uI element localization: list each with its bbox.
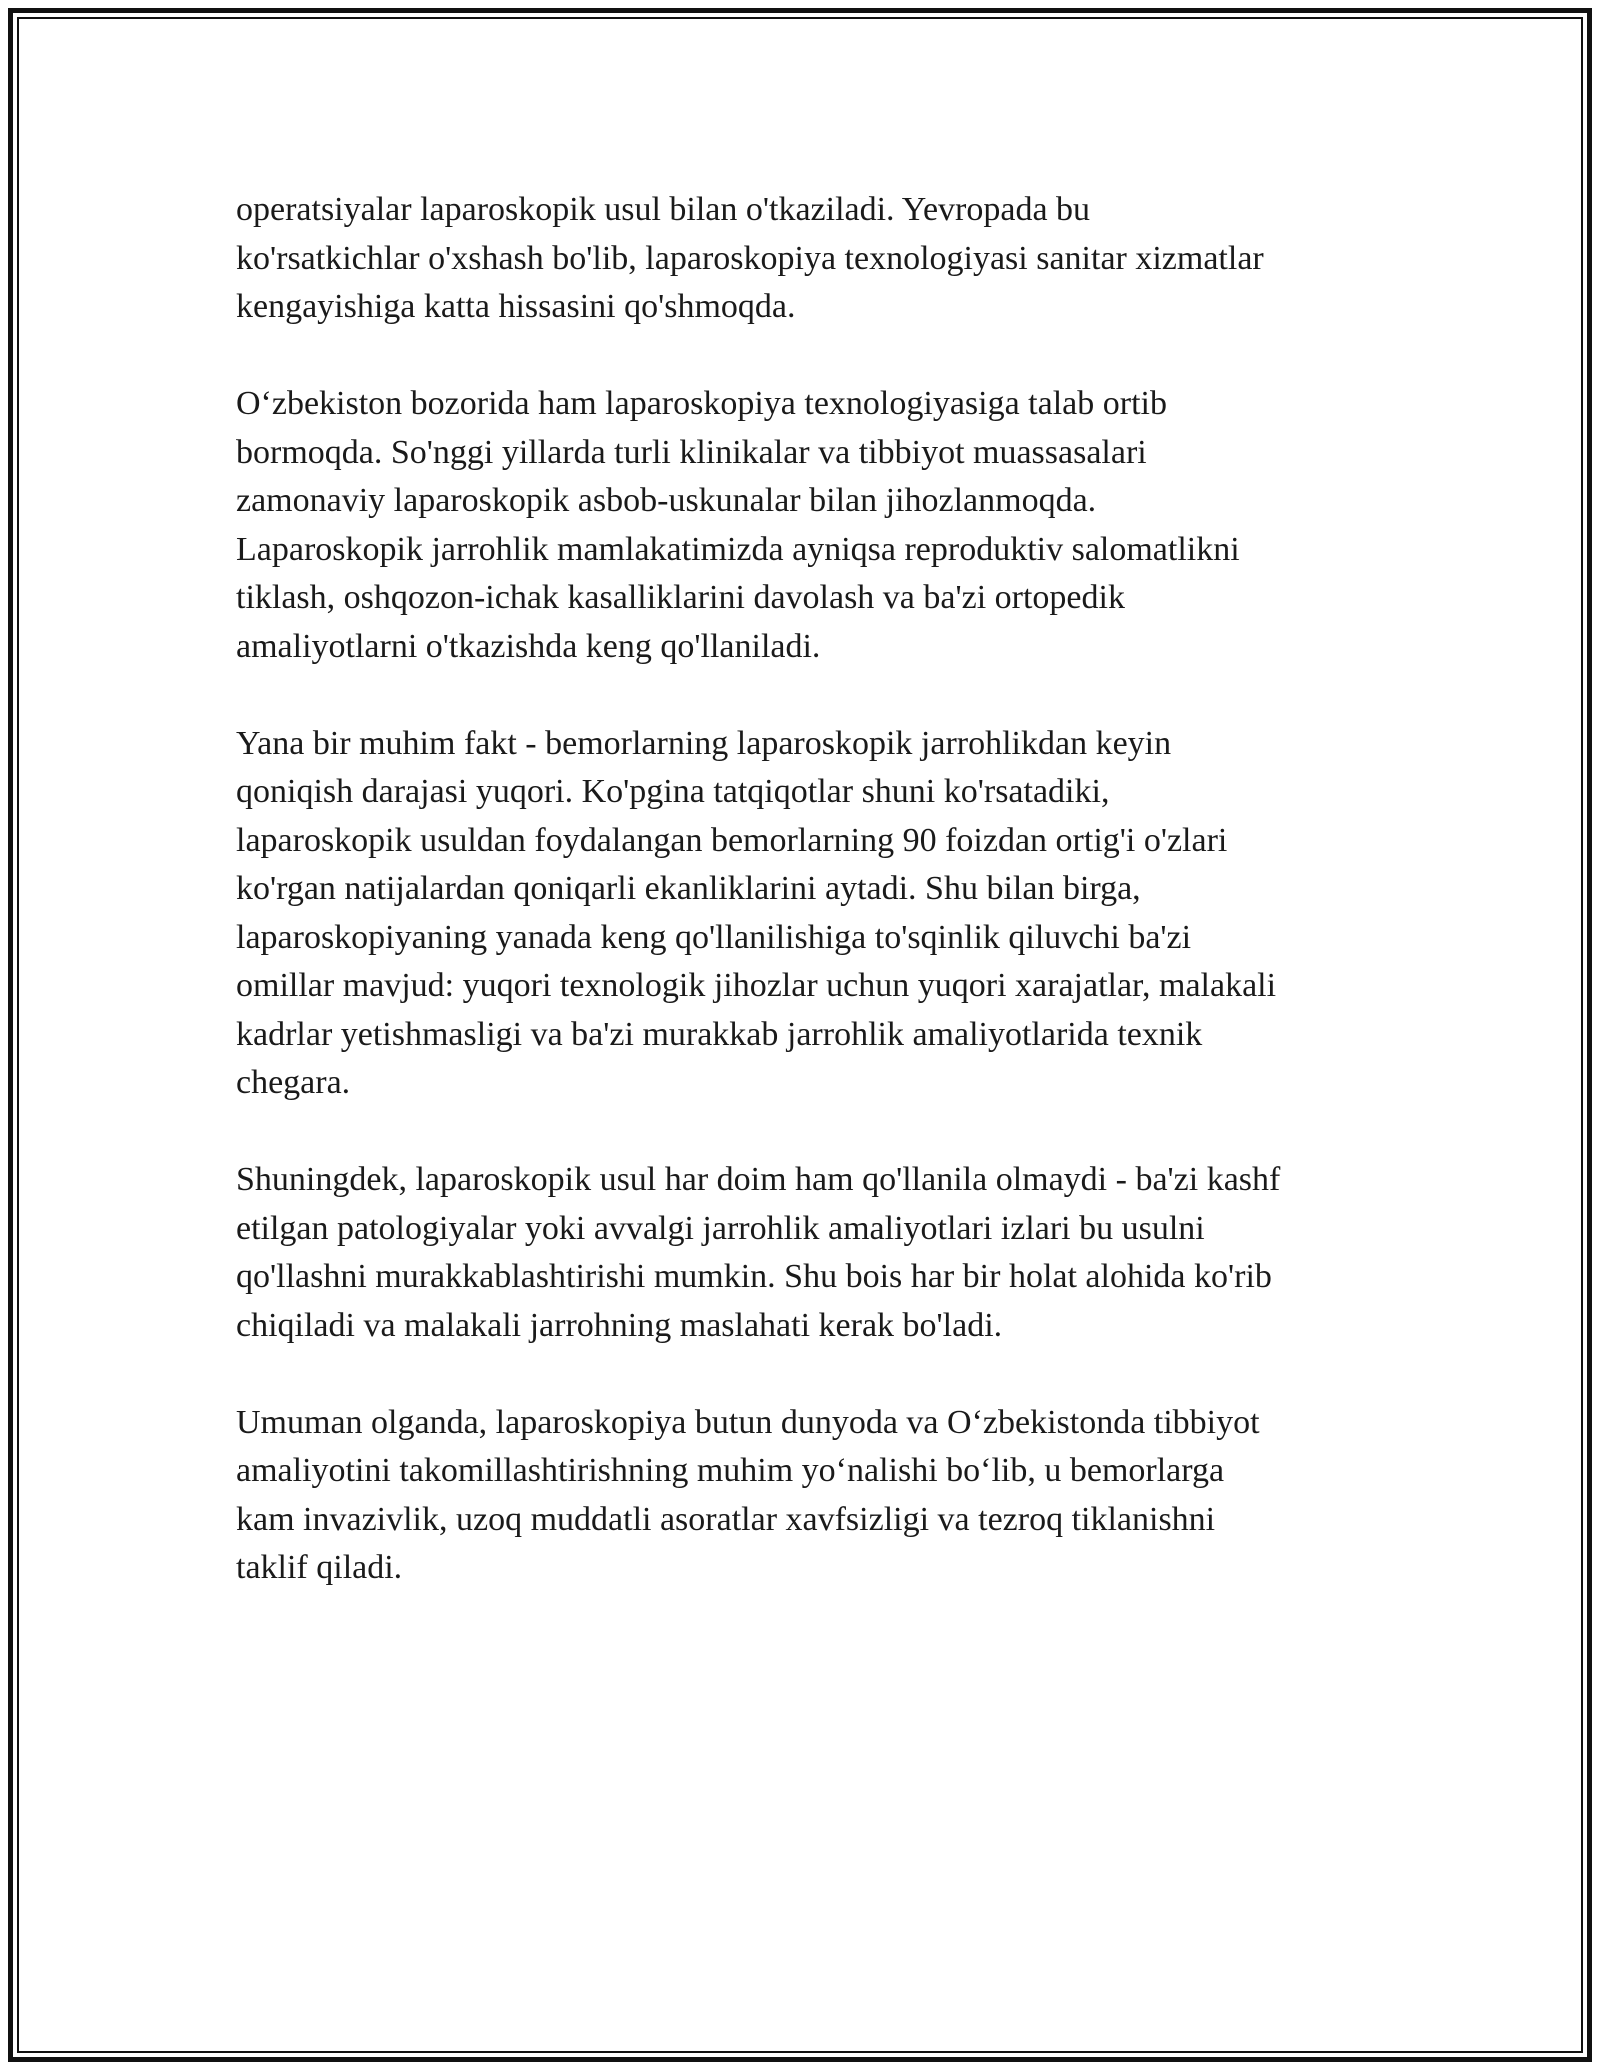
document-body bbox=[236, 186, 1376, 1641]
paragraph-1: operatsiyalar laparoskopik usul bilan o'tkaziladi. Yevropada bu ko'rsatkichlar o'xshash bo'lib, laparoskopiya texnologiyasi sanitar xizmatlar kengayishiga katta hissasini qo'shmoqda. bbox=[236, 191, 1264, 325]
paragraph-3: Yana bir muhim fakt - bemorlarning laparoskopik jarrohlikdan keyin qoniqish darajasi yuqori. Ko'pgina tatqiqotlar shuni ko'rsatadiki, laparoskopik usuldan foydalangan bemorlarning 90 foizdan ortig'i o'zlari ko'rgan natijalardan qoniqarli ekanliklarini aytadi. Shu bilan birga, laparoskopiyaning yanada keng qo'llanilishiga to'sqinlik qiluvchi ba'zi omillar mavjud: yuqori texnologik jihozlar uchun yuqori xarajatlar, malakali kadrlar yetishmasligi va ba'zi murakkab jarrohlik amaliyotlarida texnik chegara. bbox=[236, 724, 1277, 1101]
paragraph-4: Shuningdek, laparoskopik usul har doim ham qo'llanila olmaydi - ba'zi kashf etilgan patologiyalar yoki avvalgi jarrohlik amaliyotlari izlari bu usulni qo'llashni murakkablashtirishi mumkin. Shu bois har bir holat alohida ko'rib chiqiladi va malakali jarrohning maslahati kerak bo'ladi. bbox=[236, 1161, 1281, 1344]
paragraph-5: Umuman olganda, laparoskopiya butun dunyoda va O‘zbekistonda tibbiyot amaliyotini takomillashtirishning muhim yo‘nalishi bo‘lib, u bemorlarga kam invazivlik, uzoq muddatli asoratlar xavfsizligi va tezroq tiklanishni taklif qiladi. bbox=[236, 1403, 1260, 1586]
paragraph-2: O‘zbekiston bozorida ham laparoskopiya texnologiyasiga talab ortib bormoqda. So'nggi yillarda turli klinikalar va tibbiyot muassasalari zamonaviy laparoskopik asbob-uskunalar bilan jihozlanmoqda. Laparoskopik jarrohlik mamlakatimizda ayniqsa reproduktiv salomatlikni tiklash, oshqozon-ichak kasalliklarini davolash va ba'zi ortopedik amaliyotlarni o'tkazishda keng qo'llaniladi. bbox=[236, 385, 1240, 665]
